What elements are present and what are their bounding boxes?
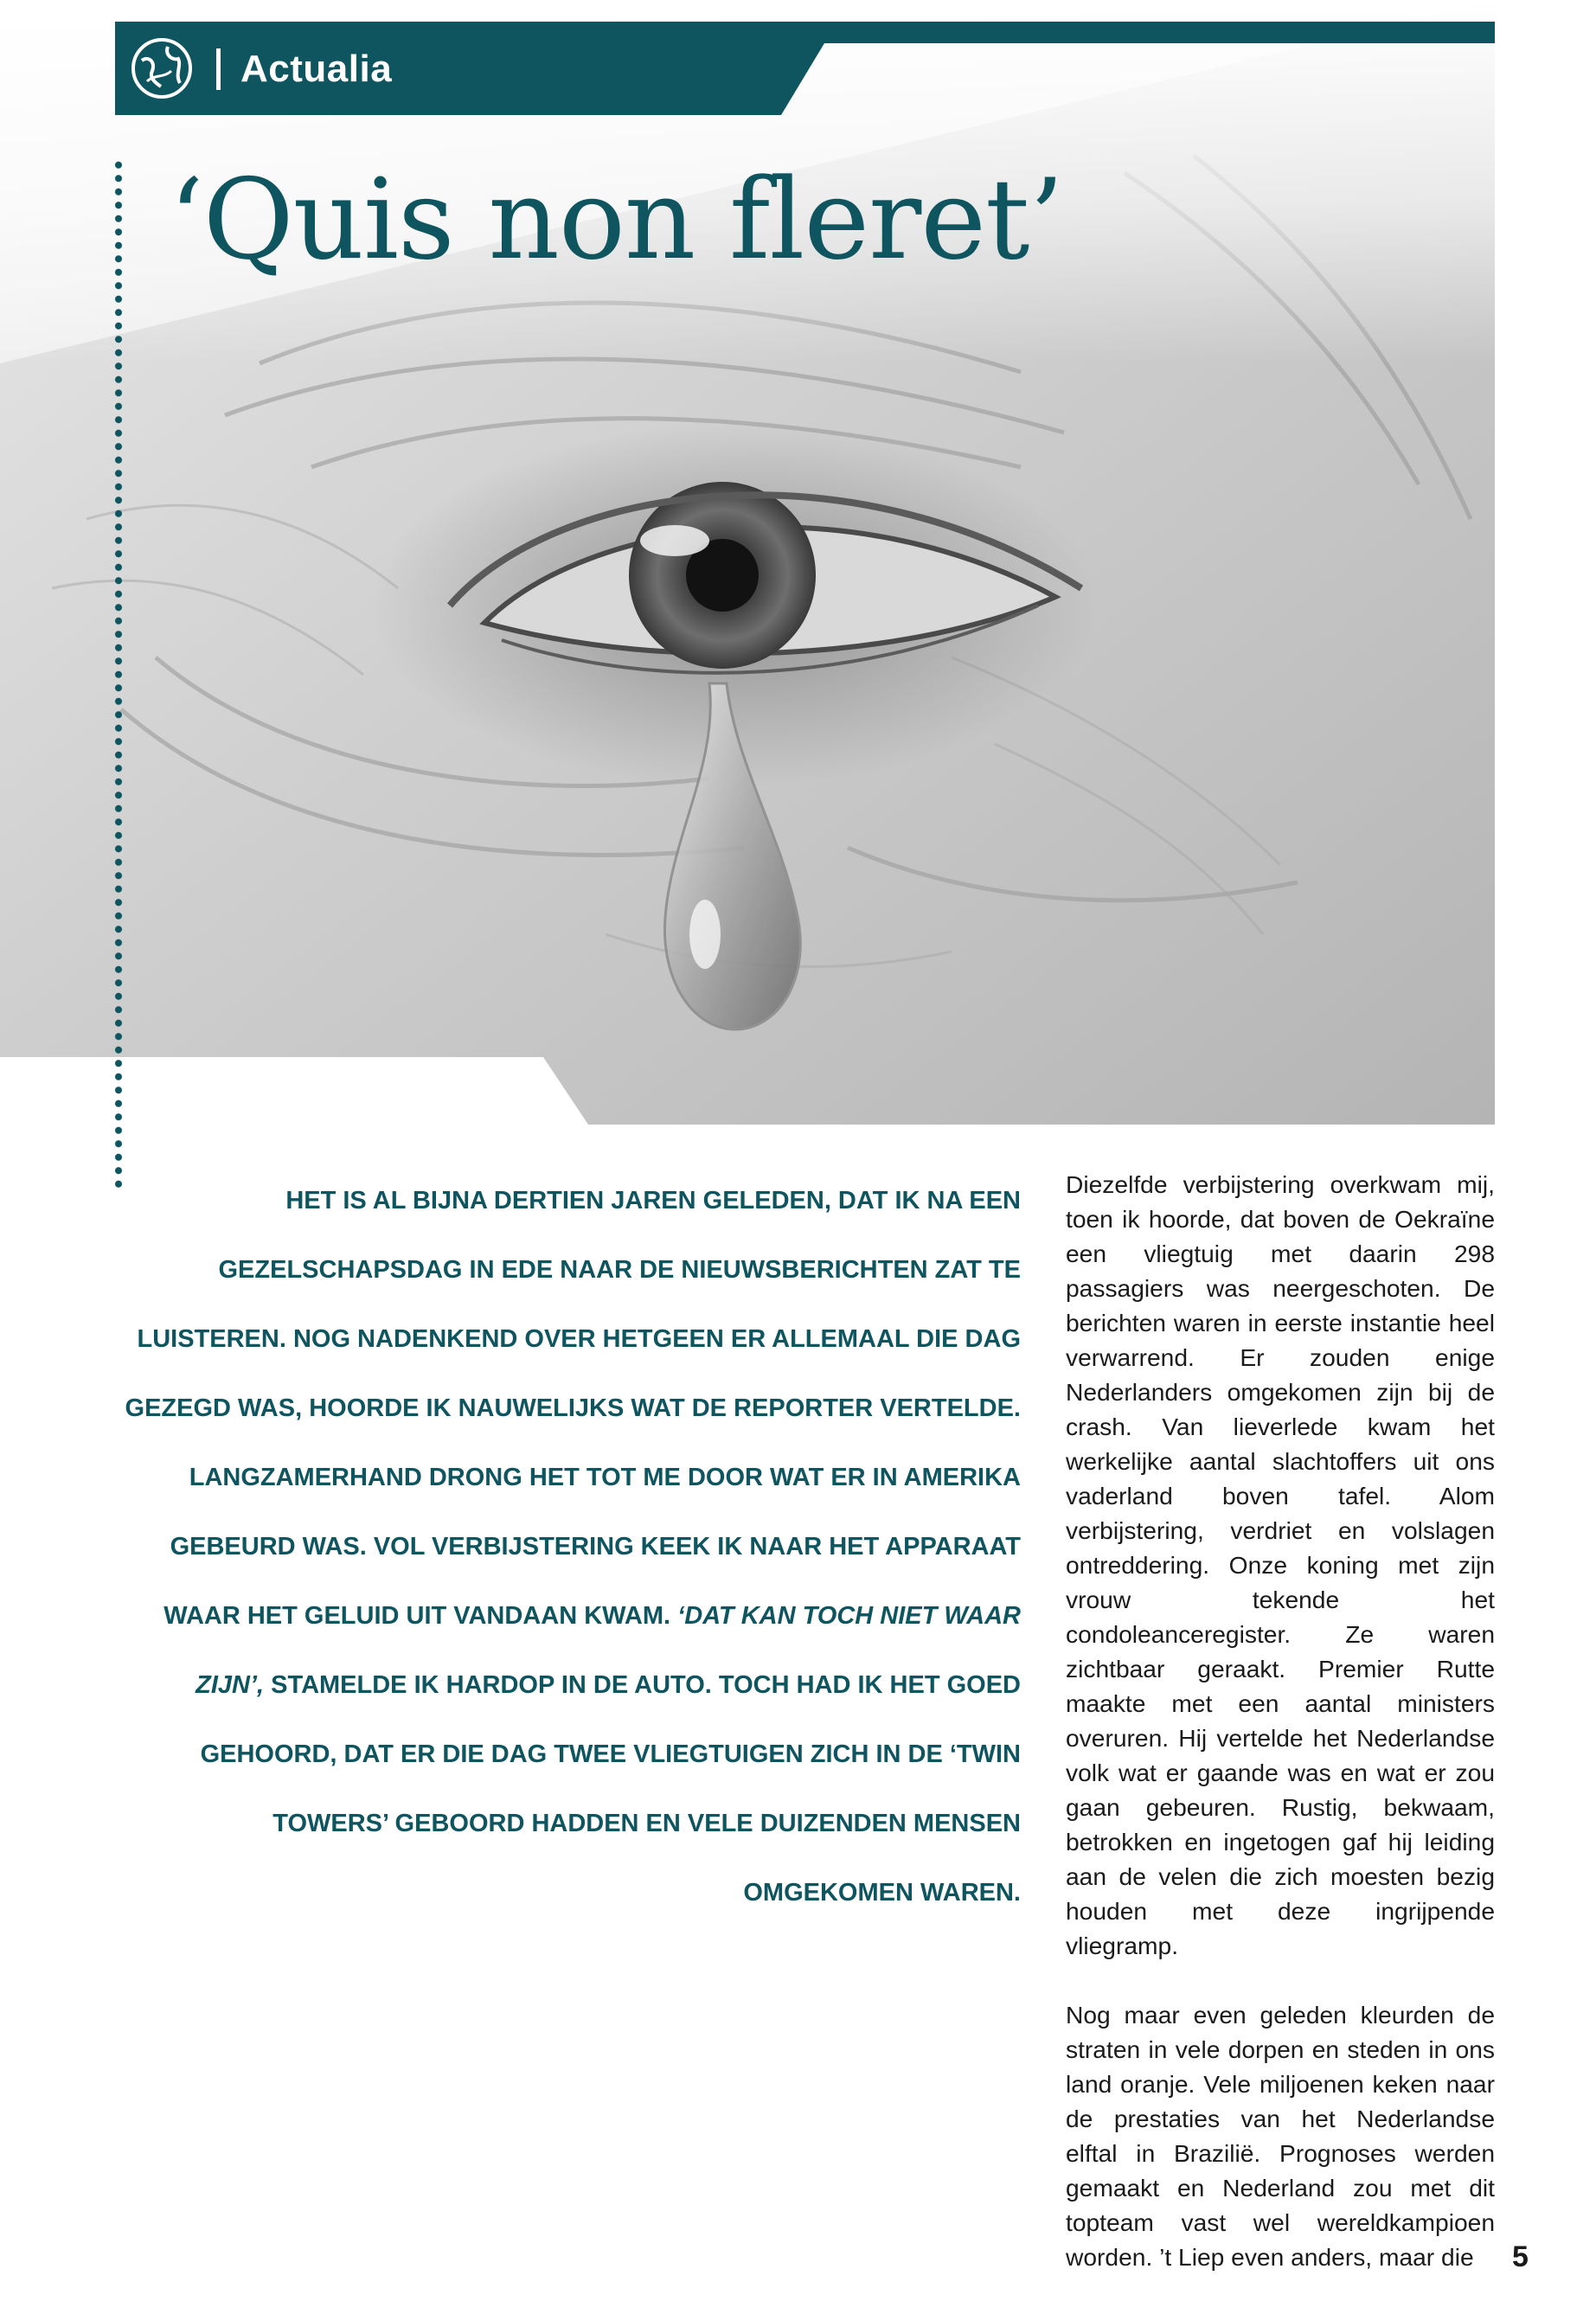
page-number: 5 <box>1512 2240 1529 2273</box>
section-label: Actualia <box>240 48 393 90</box>
intro-text: HET IS AL BIJNA DERTIEN JAREN GELEDEN, DAT IK NA EEN GEZELSCHAPSDAG IN EDE NAAR DE NIEUWSBERICHTEN ZAT TE LUISTEREN. NOG NADENKEND OVER HETGEEN ER ALLEMAAL DIE DAG GEZEGD WAS, HOORDE IK NAUWELIJKS WAT DE REPORTER VERTELDE. LANGZAMERHAND DRONG HET TOT ME DOOR WAT ER IN AMERIKA GEBEURD WAS. VOL VERBIJSTERING KEEK IK NAAR HET APPARAAT WAAR HET GELUID UIT VANDAAN KWAM. <box>125 1187 1021 1630</box>
body-paragraph: Diezelfde verbijstering overkwam mij, toen ik hoorde, dat boven de Oekraïne een vliegtuig met daarin 298 passagiers was neergeschoten. De berichten waren in eerste instantie heel verwarrend. Er zouden enige Nederlanders omgekomen zijn bij de crash. Van lieverlede kwam het werkelijke aantal slachtoffers uit ons vaderland boven tafel. Alom verbijstering, verdriet en volslagen ontreddering. Onze koning met zijn vrouw tekende het condoleanceregister. Ze waren zichtbaar geraakt. Premier Rutte maakte met een aantal ministers overuren. Hij vertelde het Nederlandse volk wat er gaande was en wat er zou gaan gebeuren. Rustig, bekwaam, betrokken en ingetogen gaf hij leiding aan de velen die zich moesten bezig houden met deze ingrijpende vliegramp. <box>1066 1170 1495 1959</box>
globe-hands-icon <box>130 36 194 100</box>
dotted-rule <box>114 158 123 1188</box>
header-separator <box>216 48 221 90</box>
intro-quote: ‘DAT KAN TOCH NIET WAAR ZIJN’, <box>195 1602 1021 1699</box>
article-body <box>1066 1167 1495 2274</box>
body-paragraph: Nog maar even geleden kleurden de straten in vele dorpen en steden in ons land oranje. Vele miljoenen keken naar de prestaties van het Nederlandse elftal in Brazilië. Prognoses werden gemaakt en Nederland zou met dit topteam vast wel wereldkampioen worden. ’t Liep even anders, maar die <box>1066 2001 1495 2271</box>
article-title: ‘Quis non fleret’ <box>169 156 1064 285</box>
intro-text-continued: STAMELDE IK HARDOP IN DE AUTO. TOCH HAD IK HET GOED GEHOORD, DAT ER DIE DAG TWEE VLIEGTUIGEN ZICH IN DE ‘TWIN TOWERS’ GEBOORD HADDEN EN VELE DUIZENDEN MENSEN OMGEKOMEN WAREN. <box>200 1671 1021 1907</box>
article-intro <box>121 1166 1021 1927</box>
